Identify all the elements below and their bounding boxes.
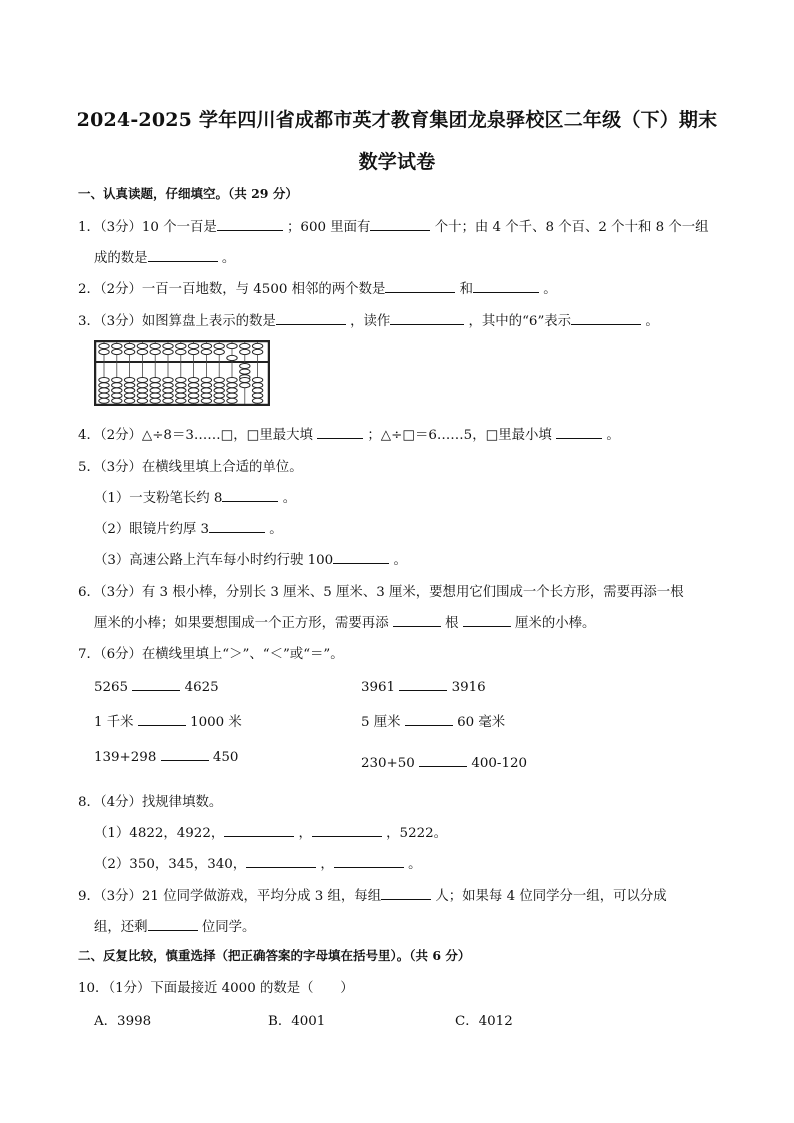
comparison-4: 5 厘米 60 毫米 <box>361 711 505 730</box>
abacus-bead <box>150 398 160 403</box>
answer-blank[interactable] <box>334 854 404 868</box>
abacus-bead <box>188 349 198 354</box>
answer-blank[interactable] <box>399 677 447 691</box>
abacus-bead <box>252 378 262 383</box>
answer-blank[interactable] <box>317 425 363 439</box>
abacus-bead <box>240 364 250 369</box>
abacus-bead <box>112 393 122 398</box>
question-10-stem: 10．（1分）下面最接近 4000 的数是（ ） <box>78 981 354 996</box>
abacus-bead <box>163 388 173 393</box>
abacus-bead <box>176 378 186 383</box>
abacus-bead <box>188 383 198 388</box>
answer-blank[interactable] <box>571 311 641 325</box>
answer-blank[interactable] <box>370 217 430 231</box>
abacus-bead <box>99 378 109 383</box>
question-8-item1: （1）4822，4922， ， ，5222。 <box>94 822 447 841</box>
abacus-bead <box>137 378 147 383</box>
question-8-stem: 8．（4分）找规律填数。 <box>78 795 223 810</box>
question-9-line2: 组，还剩 位同学。 <box>94 916 255 935</box>
answer-blank[interactable] <box>222 488 278 502</box>
abacus-bead <box>214 349 224 354</box>
exam-title-line2: 数学试卷 <box>358 151 436 173</box>
abacus-bead <box>188 343 198 348</box>
comparison-2: 3961 3916 <box>361 677 486 695</box>
abacus-bead <box>176 393 186 398</box>
section-1-heading: 一、认真读题，仔细填空。（共 29 分） <box>78 186 298 201</box>
abacus-bead <box>201 343 211 348</box>
abacus-bead <box>252 343 262 348</box>
abacus-bead <box>201 393 211 398</box>
abacus-bead <box>252 383 262 388</box>
abacus-bead <box>124 398 134 403</box>
comparison-1: 5265 4625 <box>94 677 219 695</box>
abacus-bead <box>124 378 134 383</box>
abacus-bead <box>112 343 122 348</box>
abacus-bead <box>112 383 122 388</box>
answer-blank[interactable] <box>224 823 294 837</box>
question-1-line1: 1．（3分）10 个一百是 ；600 里面有 个十；由 4 个千、8 个百、2 个十和 8 个一组 <box>78 216 709 235</box>
answer-blank[interactable] <box>405 712 453 726</box>
abacus-bead <box>240 383 250 388</box>
abacus-bead <box>214 393 224 398</box>
abacus-bead <box>163 378 173 383</box>
abacus-bead <box>201 398 211 403</box>
abacus-bead <box>176 383 186 388</box>
abacus-bead <box>214 343 224 348</box>
abacus-bead <box>99 388 109 393</box>
abacus-bead <box>176 388 186 393</box>
question-6-line1: 6．（3分）有 3 根小棒，分别长 3 厘米、5 厘米、3 厘米，要想用它们围成一个长方形，需要再添一根 <box>78 585 684 600</box>
answer-blank[interactable] <box>132 677 180 691</box>
abacus-bead <box>240 343 250 348</box>
section-2-heading: 二、反复比较，慎重选择（把正确答案的字母填在括号里）。（共 6 分） <box>78 948 471 963</box>
abacus-bead <box>227 398 237 403</box>
abacus-bead <box>252 398 262 403</box>
abacus-bead <box>240 349 250 354</box>
abacus-bead <box>252 393 262 398</box>
exam-title-line1: 2024-2025 学年四川省成都市英才教育集团龙泉驿校区二年级（下）期末 <box>76 109 718 131</box>
answer-blank[interactable] <box>312 823 382 837</box>
abacus-bead <box>137 383 147 388</box>
answer-blank[interactable] <box>148 248 218 262</box>
abacus-bead <box>137 393 147 398</box>
answer-blank[interactable] <box>246 854 316 868</box>
abacus-bead <box>227 393 237 398</box>
abacus-bead <box>124 383 134 388</box>
abacus-bead <box>240 378 250 383</box>
abacus-bead <box>188 388 198 393</box>
question-3: 3．（3分）如图算盘上表示的数是 ，读作 ，其中的“6”表示 。 <box>78 310 659 329</box>
comparison-6: 230+50 400-120 <box>361 753 527 771</box>
answer-blank[interactable] <box>385 279 455 293</box>
question-8-item2: （2）350，345，340， ， 。 <box>94 853 421 872</box>
abacus-bead <box>112 398 122 403</box>
abacus-bead <box>150 383 160 388</box>
abacus-bead <box>124 393 134 398</box>
abacus-bead <box>214 398 224 403</box>
option-c[interactable]: C．4012 <box>455 1014 513 1029</box>
abacus-bead <box>112 388 122 393</box>
answer-blank[interactable] <box>463 613 511 627</box>
abacus-bead <box>252 388 262 393</box>
abacus-bead <box>252 349 262 354</box>
answer-blank[interactable] <box>473 279 539 293</box>
question-4: 4．（2分）△÷8＝3……□，□里最大填 ；△÷□＝6……5，□里最小填 。 <box>78 424 620 443</box>
abacus-bead <box>137 343 147 348</box>
abacus-bead <box>176 398 186 403</box>
question-6-line2: 厘米的小棒；如果要想围成一个正方形，需要再添 根 厘米的小棒。 <box>94 612 595 631</box>
abacus-figure <box>94 340 270 406</box>
abacus-bead <box>163 343 173 348</box>
abacus-bead <box>214 383 224 388</box>
answer-blank[interactable] <box>276 311 346 325</box>
comparison-3: 1 千米 1000 米 <box>94 711 242 730</box>
abacus-bead <box>201 383 211 388</box>
abacus-bead <box>124 349 134 354</box>
abacus-bead <box>137 349 147 354</box>
abacus-bead <box>163 393 173 398</box>
abacus-bead <box>99 383 109 388</box>
abacus-bead <box>163 349 173 354</box>
answer-blank[interactable] <box>217 217 283 231</box>
abacus-bead <box>150 393 160 398</box>
option-a[interactable]: A．3998 <box>94 1014 152 1029</box>
comparison-5: 139+298 450 <box>94 747 238 765</box>
abacus-bead <box>124 388 134 393</box>
abacus-bead <box>240 369 250 374</box>
abacus-bead <box>214 378 224 383</box>
abacus-bead <box>214 388 224 393</box>
answer-blank[interactable] <box>393 613 441 627</box>
abacus-bead <box>99 398 109 403</box>
abacus-bead <box>99 343 109 348</box>
abacus-bead <box>201 378 211 383</box>
abacus-bead <box>163 398 173 403</box>
answer-blank[interactable] <box>161 747 209 761</box>
answer-blank[interactable] <box>138 712 186 726</box>
question-2: 2．（2分）一百一百地数，与 4500 相邻的两个数是 和 。 <box>78 278 557 297</box>
question-5-item2: （2）眼镜片约厚 3 。 <box>94 518 283 537</box>
abacus-bead <box>137 398 147 403</box>
abacus-bead <box>176 343 186 348</box>
abacus-bead <box>188 398 198 403</box>
abacus-bead <box>188 393 198 398</box>
abacus-bead <box>150 388 160 393</box>
question-1-line2: 成的数是 。 <box>94 247 235 266</box>
question-5-stem: 5．（3分）在横线里填上合适的单位。 <box>78 460 303 475</box>
question-7-stem: 7．（6分）在横线里填上“＞”、“＜”或“＝”。 <box>78 647 344 662</box>
abacus-bead <box>227 343 237 348</box>
abacus-bead <box>150 378 160 383</box>
abacus-bead <box>112 349 122 354</box>
abacus-bead <box>201 349 211 354</box>
abacus-bead <box>112 378 122 383</box>
abacus-bead <box>227 355 237 360</box>
abacus-bead <box>227 383 237 388</box>
abacus-bead <box>227 378 237 383</box>
answer-blank[interactable] <box>209 519 265 533</box>
abacus-bead <box>227 388 237 393</box>
answer-blank[interactable] <box>148 917 198 931</box>
abacus-bead <box>163 383 173 388</box>
abacus-bead <box>124 343 134 348</box>
answer-blank[interactable] <box>556 425 602 439</box>
option-b[interactable]: B．4001 <box>268 1014 326 1029</box>
abacus-bead <box>150 349 160 354</box>
answer-blank[interactable] <box>390 311 464 325</box>
abacus-bead <box>188 378 198 383</box>
abacus-bead <box>137 388 147 393</box>
answer-blank[interactable] <box>333 550 389 564</box>
abacus-bead <box>99 349 109 354</box>
abacus-bead <box>99 393 109 398</box>
question-9-line1: 9．（3分）21 位同学做游戏，平均分成 3 组，每组 人；如果每 4 位同学分一组，可以分成 <box>78 885 667 904</box>
answer-blank[interactable] <box>381 886 431 900</box>
abacus-bead <box>150 343 160 348</box>
answer-blank[interactable] <box>419 753 467 767</box>
question-5-item3: （3）高速公路上汽车每小时约行驶 100 。 <box>94 549 407 568</box>
abacus-bead <box>176 349 186 354</box>
question-5-item1: （1）一支粉笔长约 8 。 <box>94 487 296 506</box>
abacus-bead <box>201 388 211 393</box>
